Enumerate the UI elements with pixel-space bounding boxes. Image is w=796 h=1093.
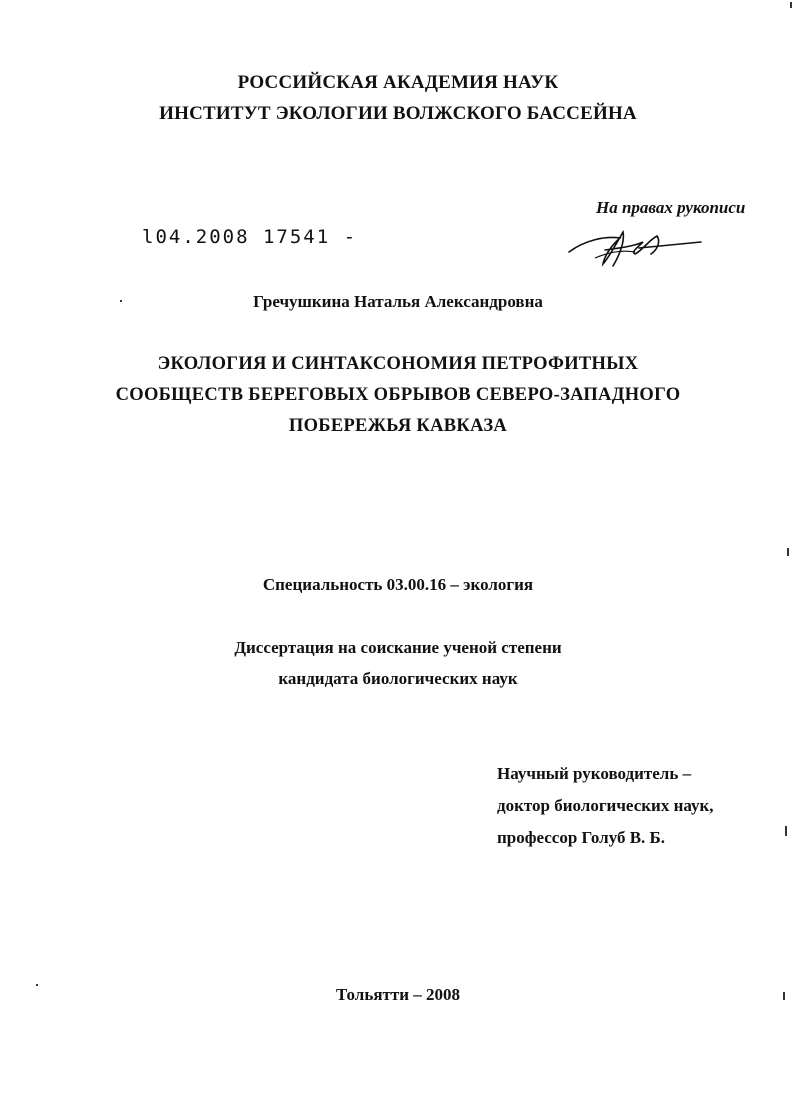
scan-speck xyxy=(36,984,38,986)
dissertation-title-line-1: ЭКОЛОГИЯ И СИНТАКСОНОМИЯ ПЕТРОФИТНЫХ xyxy=(157,354,639,374)
registration-stamp: l04.2008 17541 - xyxy=(142,226,358,248)
signature-icon xyxy=(565,222,705,272)
place-and-year: Тольятти – 2008 xyxy=(335,985,461,1004)
supervisor-line-3: профессор Голуб В. Б. xyxy=(497,828,666,847)
scan-speck xyxy=(785,826,787,836)
supervisor-line-1: Научный руководитель – xyxy=(497,764,692,783)
academy-name: РОССИЙСКАЯ АКАДЕМИЯ НАУК xyxy=(237,72,559,93)
dissertation-degree-line-2: кандидата биологических наук xyxy=(278,669,518,688)
scan-speck xyxy=(790,2,792,8)
scan-speck xyxy=(120,300,122,302)
author-name: Гречушкина Наталья Александровна xyxy=(253,292,543,311)
dissertation-degree-line-1: Диссертация на соискание ученой степени xyxy=(234,638,562,657)
specialty: Специальность 03.00.16 – экология xyxy=(262,575,534,594)
scan-speck xyxy=(783,992,785,1000)
institute-name: ИНСТИТУТ ЭКОЛОГИИ ВОЛЖСКОГО БАССЕЙНА xyxy=(159,103,637,124)
manuscript-rights-note: На правах рукописи xyxy=(596,198,746,217)
supervisor-line-2: доктор биологических наук, xyxy=(497,796,714,815)
dissertation-title-line-2: СООБЩЕСТВ БЕРЕГОВЫХ ОБРЫВОВ СЕВЕРО-ЗАПАДНОГО xyxy=(115,385,681,405)
scan-speck xyxy=(787,548,789,556)
dissertation-title-line-3: ПОБЕРЕЖЬЯ КАВКАЗА xyxy=(288,416,508,436)
